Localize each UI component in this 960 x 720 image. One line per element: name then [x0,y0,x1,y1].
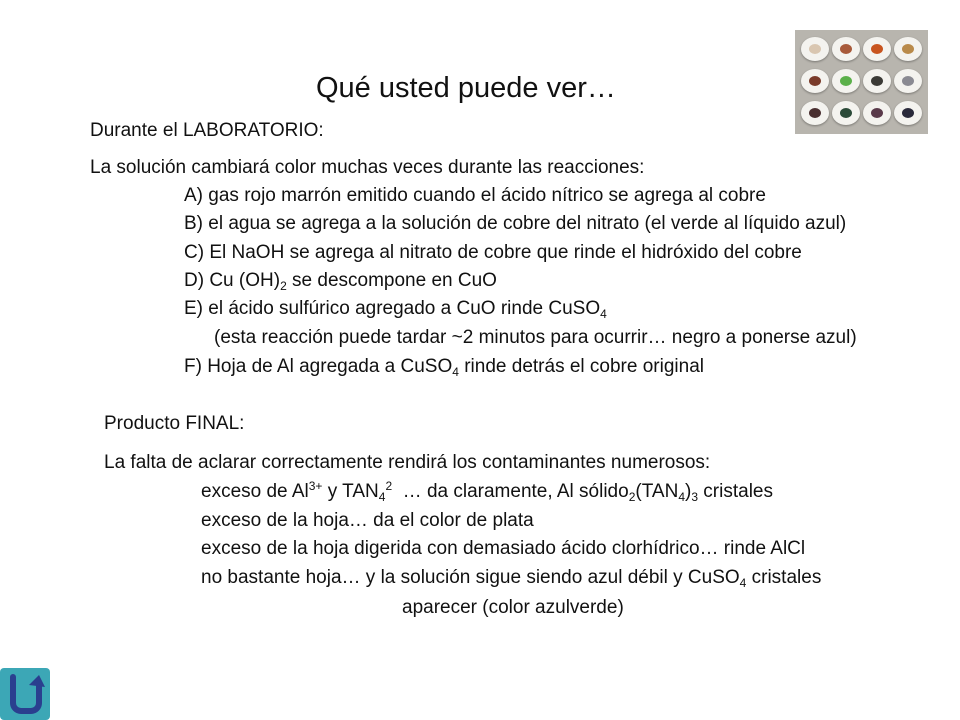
final-item-1: exceso de $Al^{3+}$ y $TAN_4^2$ … da claramente, Al $sólido_2(TAN_4)_3$ cristales [201,479,773,504]
lab-item-b: B) el agua se agrega a la solución de cobre del nitrato (el verde al líquido azul) [184,213,847,234]
sample-powder [871,76,883,86]
sample-powder [871,108,883,118]
sample-powder [840,108,852,118]
lab-intro: La solución cambiará color muchas veces durante las reacciones: [90,157,645,178]
sample-bowl [832,101,860,125]
sample-bowl [832,37,860,61]
chemical-samples-photo [795,30,928,134]
final-heading: Producto FINAL: [104,413,245,434]
lab-item-c: C) El NaOH se agrega al nitrato de cobre que rinde el hidróxido del cobre [184,242,802,263]
sample-powder [809,76,821,86]
lab-item-e: E) el ácido sulfúrico agregado a CuO rinde CuSO$_4$ [184,298,607,321]
slide-title: Qué usted puede ver… [316,72,616,104]
return-arrow-icon [5,673,45,715]
lab-item-e-note: (esta reacción puede tardar ~2 minutos para ocurrir… negro a ponerse azul) [214,327,857,348]
sample-bowl [894,37,922,61]
sample-bowl [894,69,922,93]
lab-item-a: A) gas rojo marrón emitido cuando el ácido nítrico se agrega al cobre [184,185,766,206]
final-item-4: no bastante hoja… y la solución sigue siendo azul débil y CuSO$_4$ cristales [201,567,822,590]
final-item-3: exceso de la hoja digerida con demasiado ácido clorhídrico… rinde AlCl [201,538,806,559]
lab-item-f: F) Hoja de Al agregada a CuSO$_4$ rinde detrás el cobre original [184,356,704,379]
sample-powder [840,76,852,86]
sample-powder [840,44,852,54]
sample-bowl [801,37,829,61]
sample-powder [902,76,914,86]
sample-bowl [801,101,829,125]
final-intro: La falta de aclarar correctamente rendirá los contaminantes numerosos: [104,452,711,473]
lab-item-d: D) Cu $(OH)_2$ se descompone en CuO [184,270,497,293]
sample-powder [902,108,914,118]
lab-heading: Durante el LABORATORIO: [90,120,324,141]
sample-bowl [863,37,891,61]
sample-bowl [894,101,922,125]
final-item-2: exceso de la hoja… da el color de plata [201,510,534,531]
final-item-5: aparecer (color azulverde) [402,597,624,618]
sample-powder [902,44,914,54]
sample-bowl [863,69,891,93]
sample-bowl [801,69,829,93]
back-button[interactable] [0,668,50,720]
sample-powder [871,44,883,54]
sample-powder [809,108,821,118]
sample-powder [809,44,821,54]
sample-bowl [863,101,891,125]
sample-bowl [832,69,860,93]
